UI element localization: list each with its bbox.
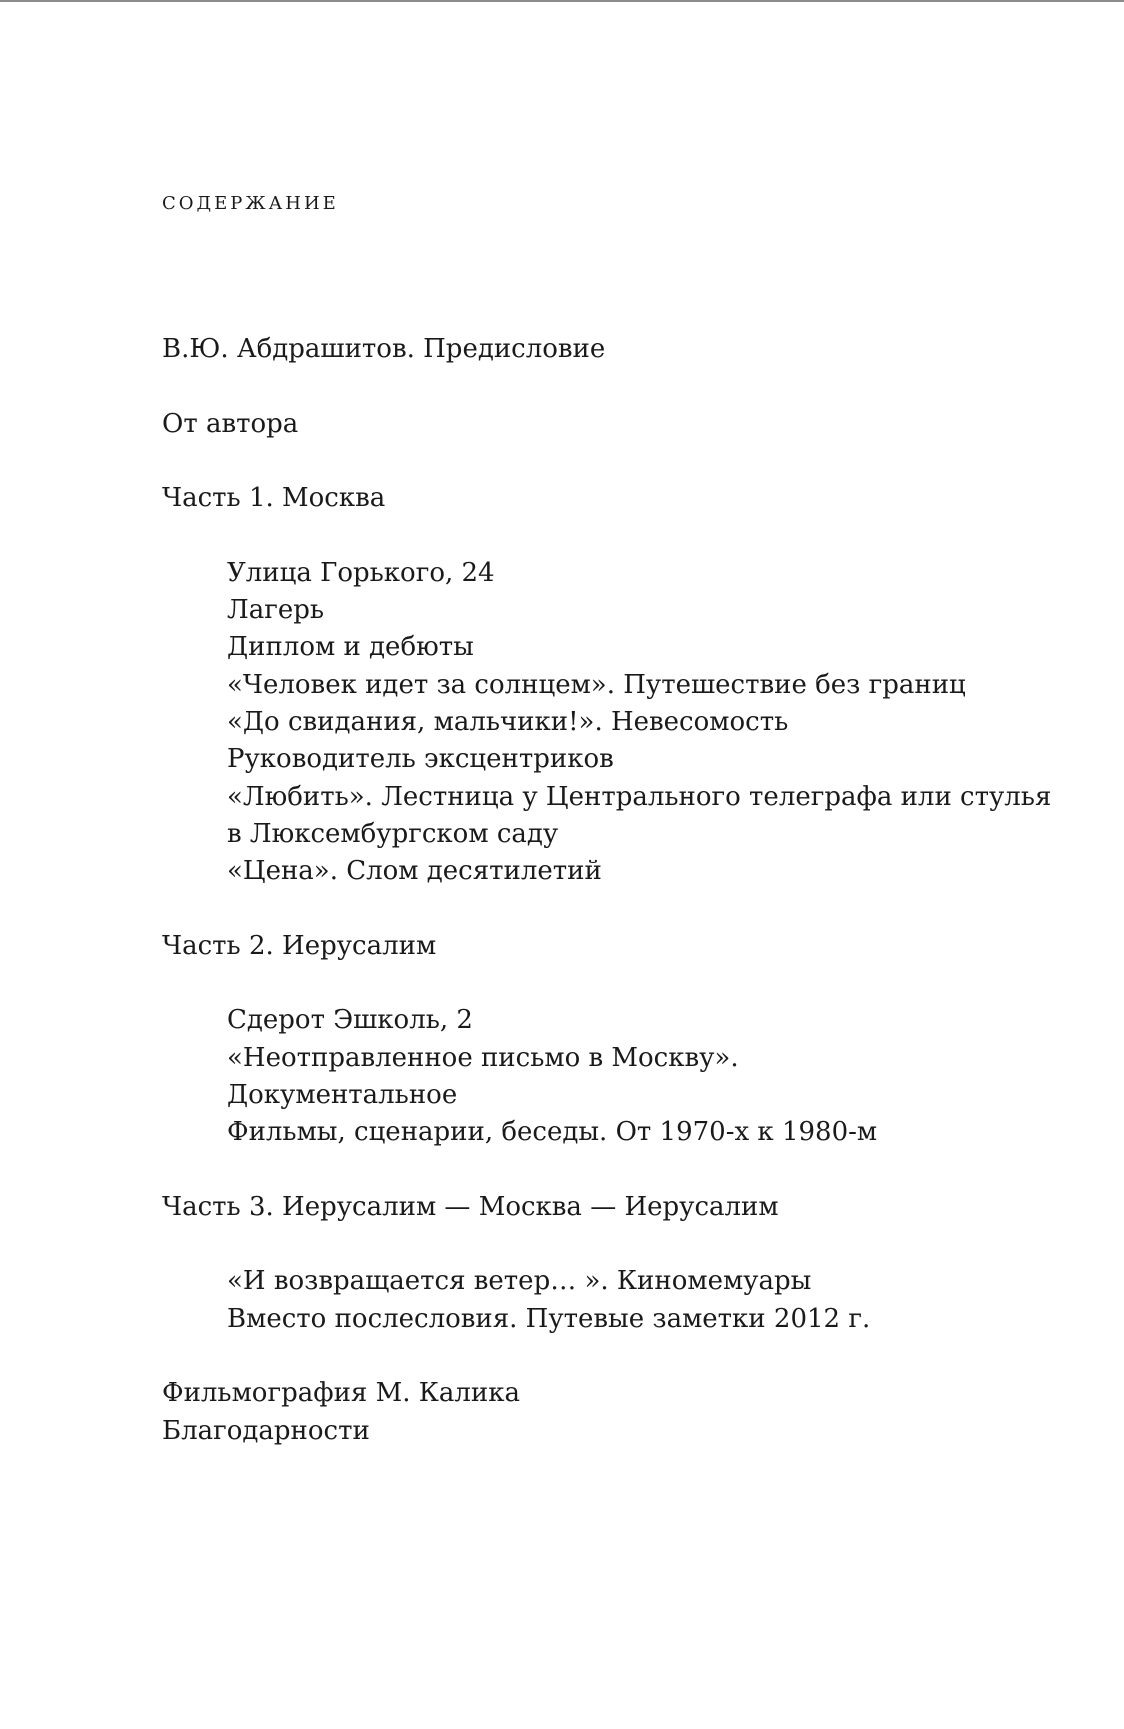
toc-item-filmography[interactable]: Фильмография М. Калика (162, 1378, 520, 1409)
toc-item-from-author[interactable]: От автора (162, 408, 299, 439)
toc-gap (162, 890, 1062, 927)
toc-item-acknowledgements[interactable]: Благодарности (162, 1415, 370, 1446)
toc-gap (162, 368, 1062, 405)
toc-gap (162, 965, 1062, 1002)
toc-item[interactable]: Лагерь (227, 595, 325, 626)
page-title: содержание (162, 186, 339, 216)
toc-item[interactable]: «И возвращается ветер… ». Киномемуары (227, 1266, 812, 1297)
toc-item[interactable]: «Любить». Лестница у Центрального телеграфа или стулья (227, 781, 1052, 812)
toc-part-2-title[interactable]: Часть 2. Иерусалим (162, 930, 437, 961)
toc-item[interactable]: Руководитель эксцентриков (227, 744, 614, 775)
toc-gap (162, 1338, 1062, 1375)
toc-item[interactable]: «Неотправленное письмо в Москву». (227, 1042, 739, 1073)
toc-item[interactable]: Фильмы, сценарии, беседы. От 1970-х к 1980-м (227, 1117, 878, 1148)
toc-item-preface[interactable]: В.Ю. Абдрашитов. Предисловие (162, 334, 606, 364)
table-of-contents (162, 331, 1062, 1450)
toc-item[interactable]: Сдерот Эшколь, 2 (227, 1005, 473, 1036)
toc-item[interactable]: в Люксембургском саду (227, 818, 559, 849)
toc-item[interactable]: «Цена». Слом десятилетий (227, 856, 602, 887)
toc-gap (162, 443, 1062, 480)
toc-item[interactable]: Документальное (227, 1079, 458, 1110)
toc-item[interactable]: «До свидания, мальчики!». Невесомость (227, 706, 789, 737)
toc-gap (162, 1152, 1062, 1189)
toc-gap (162, 517, 1062, 554)
toc-item[interactable]: Диплом и дебюты (227, 632, 474, 663)
top-rule (0, 0, 1124, 2)
toc-part-1-title[interactable]: Часть 1. Москва (162, 483, 386, 514)
toc-part-3-title[interactable]: Часть 3. Иерусалим — Москва — Иерусалим (162, 1191, 779, 1222)
toc-gap (162, 1226, 1062, 1263)
toc-item[interactable]: Вместо послесловия. Путевые заметки 2012 г. (227, 1303, 871, 1334)
toc-item[interactable]: «Человек идет за солнцем». Путешествие без границ (227, 669, 966, 700)
toc-item[interactable]: Улица Горького, 24 (227, 557, 495, 588)
